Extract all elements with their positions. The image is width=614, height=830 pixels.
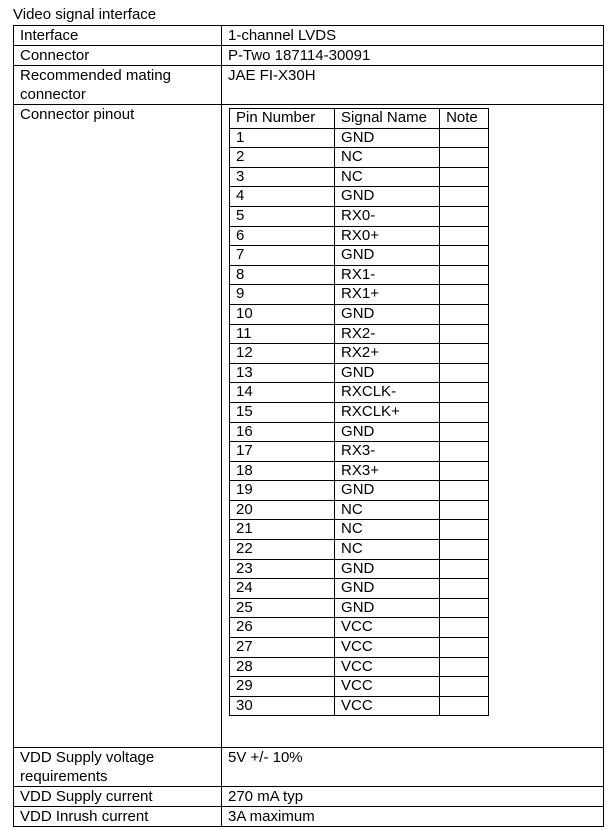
pin-number: 27 — [230, 638, 335, 658]
spec-table — [13, 25, 604, 827]
pin-row — [230, 696, 489, 716]
signal-name: NC — [335, 520, 440, 540]
signal-name: RX2- — [335, 324, 440, 344]
pin-note — [440, 167, 489, 187]
pin-note — [440, 265, 489, 285]
pin-note — [440, 304, 489, 324]
pin-note — [440, 540, 489, 560]
row-value: 5V +/- 10% — [222, 748, 604, 787]
row-value: 270 mA typ — [222, 787, 604, 807]
signal-name: RX3- — [335, 442, 440, 462]
pin-note — [440, 226, 489, 246]
signal-name: NC — [335, 540, 440, 560]
signal-name: VCC — [335, 638, 440, 658]
pin-note — [440, 285, 489, 305]
pin-row — [230, 206, 489, 226]
pin-row — [230, 500, 489, 520]
pin-number: 30 — [230, 696, 335, 716]
pin-note — [440, 657, 489, 677]
row-label: Interface — [14, 26, 222, 46]
pin-number: 5 — [230, 206, 335, 226]
pinout-header-row — [230, 109, 489, 129]
row-value: P-Two 187114-30091 — [222, 46, 604, 66]
signal-name: GND — [335, 559, 440, 579]
pin-number: 23 — [230, 559, 335, 579]
pinout-table — [229, 108, 489, 716]
pin-number: 15 — [230, 402, 335, 422]
signal-name: GND — [335, 422, 440, 442]
row-label: VDD Supply voltage requirements — [14, 748, 222, 787]
pin-row — [230, 344, 489, 364]
signal-name: VCC — [335, 677, 440, 697]
pin-number: 16 — [230, 422, 335, 442]
signal-name: RX1+ — [335, 285, 440, 305]
pin-row — [230, 618, 489, 638]
header-signal-name: Signal Name — [335, 109, 440, 129]
pin-number: 11 — [230, 324, 335, 344]
pin-number: 26 — [230, 618, 335, 638]
pin-row — [230, 265, 489, 285]
signal-name: VCC — [335, 657, 440, 677]
pin-row — [230, 324, 489, 344]
pin-number: 29 — [230, 677, 335, 697]
pin-row — [230, 422, 489, 442]
pin-number: 10 — [230, 304, 335, 324]
pin-number: 12 — [230, 344, 335, 364]
pin-row — [230, 559, 489, 579]
pin-note — [440, 148, 489, 168]
signal-name: RX1- — [335, 265, 440, 285]
row-label: Recommended mating connector — [14, 66, 222, 105]
table-row — [14, 26, 604, 46]
pin-note — [440, 461, 489, 481]
pin-row — [230, 442, 489, 462]
pin-note — [440, 481, 489, 501]
row-value: JAE FI-X30H — [222, 66, 604, 105]
signal-name: NC — [335, 167, 440, 187]
pin-number: 9 — [230, 285, 335, 305]
signal-name: RX0- — [335, 206, 440, 226]
pinout-label: Connector pinout — [14, 105, 222, 748]
pin-note — [440, 363, 489, 383]
signal-name: GND — [335, 187, 440, 207]
signal-name: VCC — [335, 696, 440, 716]
signal-name: RXCLK- — [335, 383, 440, 403]
table-row — [14, 807, 604, 827]
pin-row — [230, 148, 489, 168]
signal-name: GND — [335, 363, 440, 383]
pin-number: 14 — [230, 383, 335, 403]
row-value: 1-channel LVDS — [222, 26, 604, 46]
pin-note — [440, 128, 489, 148]
pin-row — [230, 187, 489, 207]
pin-number: 21 — [230, 520, 335, 540]
pin-note — [440, 402, 489, 422]
signal-name: GND — [335, 481, 440, 501]
row-value: 3A maximum — [222, 807, 604, 827]
signal-name: RXCLK+ — [335, 402, 440, 422]
pinout-body — [230, 128, 489, 716]
table-row — [14, 748, 604, 787]
signal-name: GND — [335, 598, 440, 618]
signal-name: GND — [335, 128, 440, 148]
pin-note — [440, 383, 489, 403]
pin-row — [230, 363, 489, 383]
pin-note — [440, 422, 489, 442]
pin-row — [230, 167, 489, 187]
pin-note — [440, 618, 489, 638]
pin-number: 22 — [230, 540, 335, 560]
pin-row — [230, 402, 489, 422]
signal-name: NC — [335, 500, 440, 520]
pin-note — [440, 677, 489, 697]
pin-note — [440, 696, 489, 716]
signal-name: GND — [335, 246, 440, 266]
signal-name: NC — [335, 148, 440, 168]
table-caption: Video signal interface — [13, 6, 157, 23]
row-label: VDD Inrush current — [14, 807, 222, 827]
pin-note — [440, 579, 489, 599]
signal-name: RX2+ — [335, 344, 440, 364]
signal-name: RX0+ — [335, 226, 440, 246]
pin-number: 3 — [230, 167, 335, 187]
pin-row — [230, 128, 489, 148]
pin-number: 28 — [230, 657, 335, 677]
pin-row — [230, 226, 489, 246]
pin-row — [230, 304, 489, 324]
pinout-row — [14, 105, 604, 748]
pin-note — [440, 559, 489, 579]
pin-note — [440, 442, 489, 462]
pin-note — [440, 246, 489, 266]
pin-number: 20 — [230, 500, 335, 520]
pin-row — [230, 461, 489, 481]
pin-note — [440, 520, 489, 540]
pin-note — [440, 598, 489, 618]
table-row — [14, 787, 604, 807]
pin-row — [230, 285, 489, 305]
pin-note — [440, 638, 489, 658]
pin-row — [230, 657, 489, 677]
pin-row — [230, 383, 489, 403]
pin-note — [440, 324, 489, 344]
signal-name: VCC — [335, 618, 440, 638]
pin-number: 17 — [230, 442, 335, 462]
row-label: VDD Supply current — [14, 787, 222, 807]
pin-row — [230, 638, 489, 658]
pinout-cell — [222, 105, 604, 748]
pin-row — [230, 520, 489, 540]
signal-name: GND — [335, 304, 440, 324]
pin-row — [230, 246, 489, 266]
header-note: Note — [440, 109, 489, 129]
pin-note — [440, 500, 489, 520]
pin-number: 13 — [230, 363, 335, 383]
pin-note — [440, 206, 489, 226]
table-row — [14, 66, 604, 105]
pin-number: 2 — [230, 148, 335, 168]
pin-row — [230, 481, 489, 501]
signal-name: GND — [335, 579, 440, 599]
pin-note — [440, 344, 489, 364]
pin-number: 18 — [230, 461, 335, 481]
pin-number: 8 — [230, 265, 335, 285]
pin-number: 7 — [230, 246, 335, 266]
pin-number: 4 — [230, 187, 335, 207]
header-pin-number: Pin Number — [230, 109, 335, 129]
pin-number: 19 — [230, 481, 335, 501]
pin-row — [230, 540, 489, 560]
pin-row — [230, 579, 489, 599]
signal-name: RX3+ — [335, 461, 440, 481]
pin-row — [230, 677, 489, 697]
table-row — [14, 46, 604, 66]
pin-row — [230, 598, 489, 618]
pin-number: 24 — [230, 579, 335, 599]
pin-number: 25 — [230, 598, 335, 618]
pin-note — [440, 187, 489, 207]
pin-number: 1 — [230, 128, 335, 148]
row-label: Connector — [14, 46, 222, 66]
pin-number: 6 — [230, 226, 335, 246]
